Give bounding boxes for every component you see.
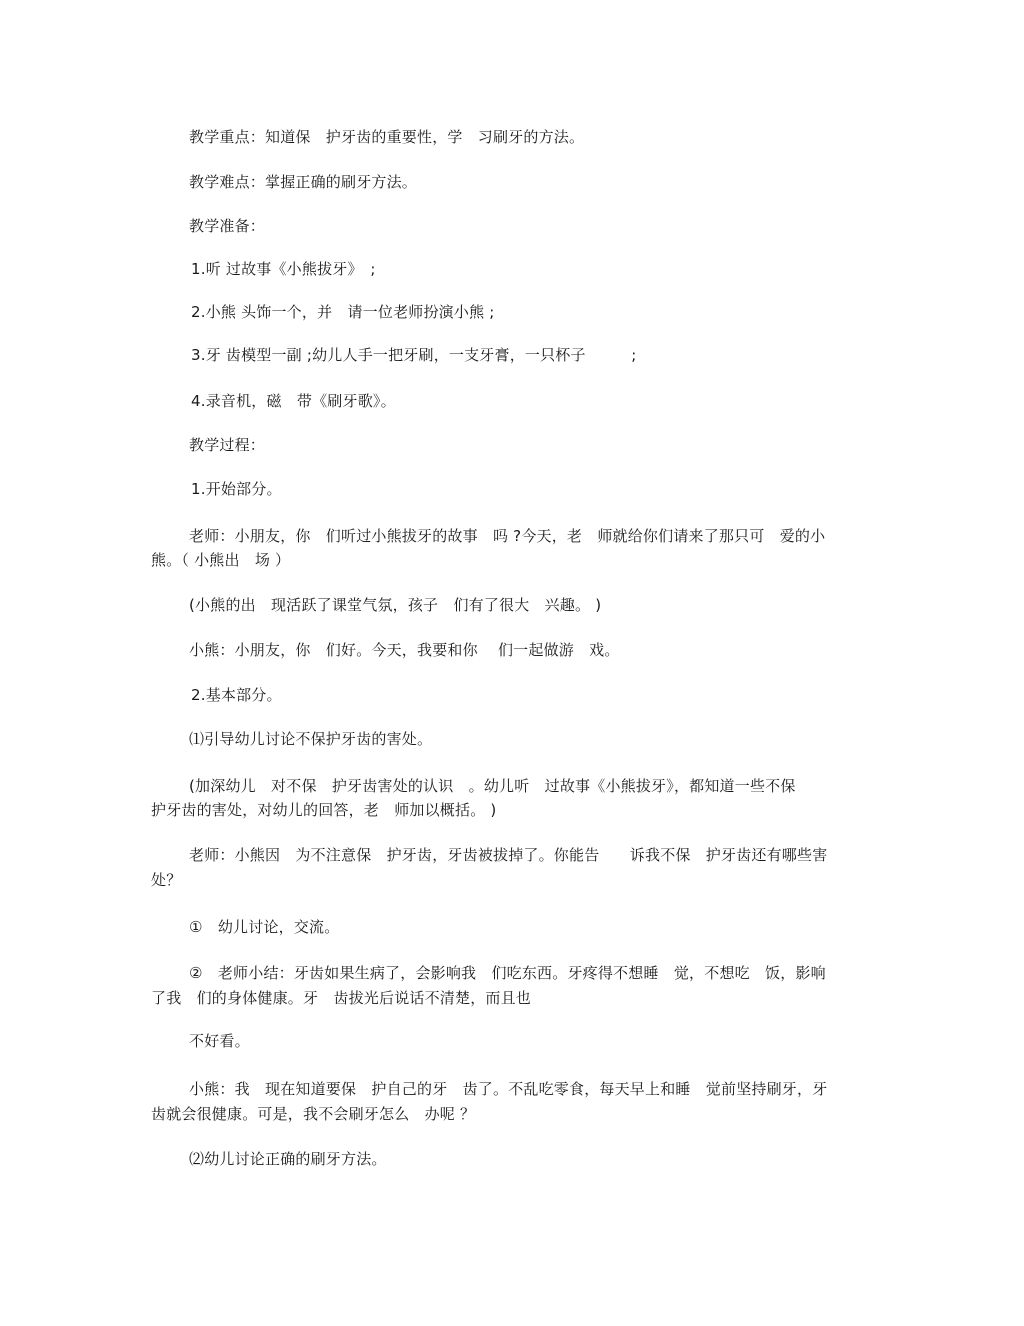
text-line: 老师：小熊因 为不注意保 护牙齿，牙齿被拔掉了。你能告 诉我不保 护牙齿还有哪些害 bbox=[189, 846, 828, 864]
text-line: 熊。（ 小熊出 场 ） bbox=[151, 551, 291, 569]
text-line: 小熊：我 现在知道要保 护自己的牙 齿了。不乱吃零食，每天早上和睡 觉前坚持刷牙，牙 bbox=[189, 1080, 828, 1098]
text-line: 2.基本部分。 bbox=[191, 686, 282, 704]
text-line: ⑴引导幼儿讨论不保护牙齿的害处。 bbox=[189, 730, 433, 748]
text-line: 3.牙 齿模型一副 ;幼儿人手一把牙刷，一支牙膏，一只杯子 ; bbox=[191, 346, 637, 364]
text-line: 护牙齿的害处，对幼儿的回答，老 师加以概括。 ) bbox=[151, 801, 497, 819]
text-line: ① 幼儿讨论，交流。 bbox=[189, 918, 340, 936]
text-line: 了我 们的身体健康。牙 齿拔光后说话不清楚，而且也 bbox=[151, 989, 532, 1007]
text-line: 2.小熊 头饰一个，并 请一位老师扮演小熊 ; bbox=[191, 303, 495, 321]
text-line: 老师：小朋友，你 们听过小熊拔牙的故事 吗 ?今天，老 师就给你们请来了那只可 爱的小 bbox=[189, 527, 826, 545]
text-line: (加深幼儿 对不保 护牙齿害处的认识 。幼儿听 过故事《小熊拔牙》，都知道一些不保 bbox=[189, 777, 796, 795]
text-line: 教学难点：掌握正确的刷牙方法。 bbox=[189, 173, 418, 191]
text-line: 教学准备： bbox=[189, 217, 266, 235]
text-line: (小熊的出 现活跃了课堂气氛，孩子 们有了很大 兴趣。 ) bbox=[189, 596, 602, 614]
text-line: ⑵幼儿讨论正确的刷牙方法。 bbox=[189, 1150, 387, 1168]
text-line: 小熊：小朋友，你 们好。今天，我要和你 们一起做游 戏。 bbox=[189, 641, 620, 659]
text-line: ② 老师小结：牙齿如果生病了，会影响我 们吃东西。牙疼得不想睡 觉，不想吃 饭，影响 bbox=[189, 964, 826, 982]
text-line: 4.录音机，磁 带《刷牙歌》。 bbox=[191, 392, 396, 410]
text-line: 教学重点：知道保 护牙齿的重要性，学 习刷牙的方法。 bbox=[189, 128, 585, 146]
text-line: 1.开始部分。 bbox=[191, 480, 282, 498]
text-line: 齿就会很健康。可是，我不会刷牙怎么 办呢 ？ bbox=[151, 1105, 476, 1123]
text-line: 1.听 过故事《小熊拔牙》 ; bbox=[191, 260, 376, 278]
text-line: 处？ bbox=[151, 871, 182, 889]
text-line: 教学过程： bbox=[189, 436, 266, 454]
text-line: 不好看。 bbox=[189, 1032, 250, 1050]
